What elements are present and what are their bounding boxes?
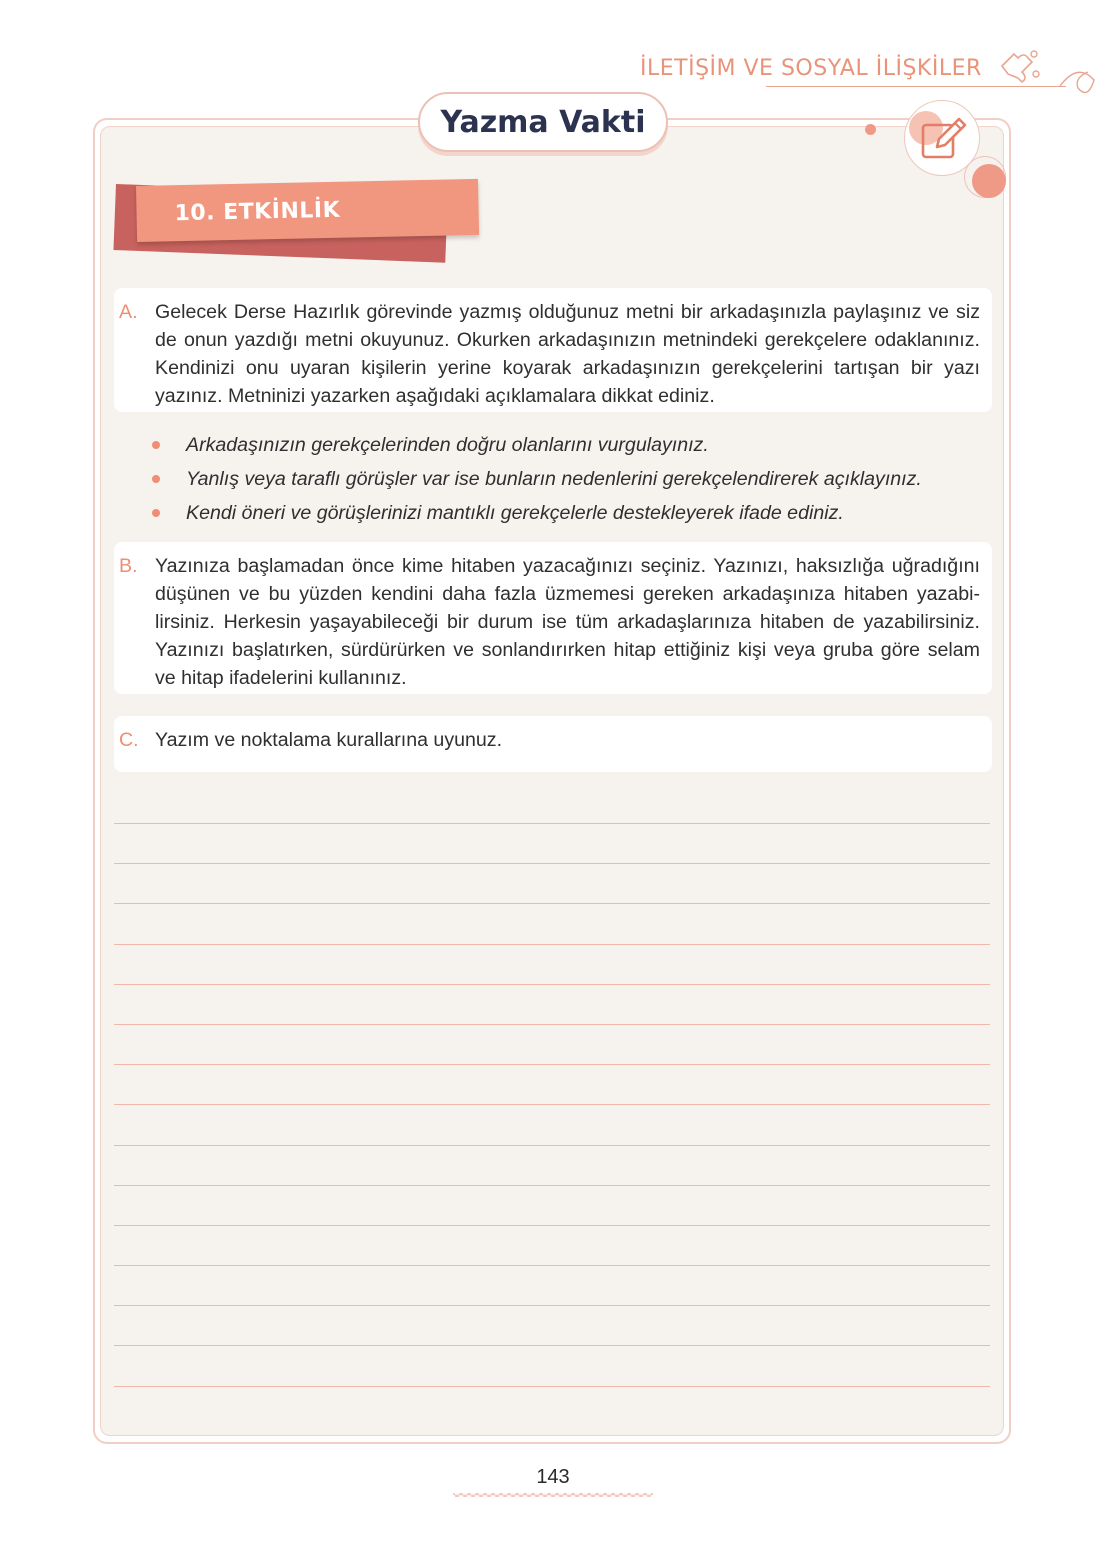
writing-line xyxy=(114,1064,990,1065)
writing-line xyxy=(114,944,990,945)
writing-line xyxy=(114,823,990,824)
writing-line xyxy=(114,1305,990,1306)
instruction-letter: C. xyxy=(119,729,139,751)
bullet-dot xyxy=(152,475,160,483)
writing-line xyxy=(114,984,990,985)
instruction-letter: A. xyxy=(119,301,138,323)
activity-label: 10. ETKİNLİK xyxy=(174,197,341,226)
writing-line xyxy=(114,903,990,904)
section-title: Yazma Vakti xyxy=(418,92,668,152)
instruction-text: Yazınıza başlamadan önce kime hitaben yazacağınızı seçiniz. Yazınızı, haksızlığa uğradığını düşünen ve bu yüzden kendini daha fazla üzmemesi gereken arkadaşınıza hitaben yazabilirsiniz. Herkesin yaşayabileceği bir durum ise tüm arkadaşlarınıza hitaben de yazabilirsiniz. Yazınızı başlatırken, sürdürürken ve sonlandırırken hitap ettiğiniz kişi veya gruba göre selam ve hitap ifadelerini kullanınız. xyxy=(155,555,980,689)
bullet-dot xyxy=(152,441,160,449)
decor-circle xyxy=(972,164,1006,198)
writing-line xyxy=(114,1104,990,1105)
list-item: Kendi öneri ve görüşlerinizi mantıklı gerekçelerle destekleyerek ifade ediniz. xyxy=(150,496,990,530)
bullet-dot xyxy=(152,509,160,517)
page-number: 143 xyxy=(536,1466,570,1488)
writing-line xyxy=(114,1185,990,1186)
list-item: Yanlış veya taraflı görüşler var ise bunların nedenlerini gerekçelendirerek açıklayınız. xyxy=(150,462,990,496)
writing-line xyxy=(114,1386,990,1387)
instruction-b xyxy=(114,542,992,694)
writing-area[interactable] xyxy=(114,823,990,1426)
pencil-edit-icon xyxy=(915,111,971,167)
writing-line xyxy=(114,863,990,864)
instruction-text: Yazım ve noktalama kurallarına uyunuz. xyxy=(155,729,503,751)
instruction-c xyxy=(114,716,992,772)
writing-line xyxy=(114,1145,990,1146)
guideline-list xyxy=(150,428,990,530)
writing-line xyxy=(114,1265,990,1266)
writing-line xyxy=(114,1225,990,1226)
instruction-letter: B. xyxy=(119,555,138,577)
chapter-title: İLETİŞİM VE SOSYAL İLİŞKİLER xyxy=(640,56,982,81)
curl-ornament xyxy=(1058,62,1098,106)
page-number-ornament xyxy=(453,1492,653,1498)
activity-banner xyxy=(136,179,479,242)
writing-line xyxy=(114,1024,990,1025)
list-item: Arkadaşınızın gerekçelerinden doğru olanlarını vurgulayınız. xyxy=(150,428,990,462)
puzzle-icon xyxy=(996,44,1048,88)
pencil-badge xyxy=(904,100,980,176)
writing-line xyxy=(114,1345,990,1346)
decor-dot xyxy=(865,124,876,135)
instruction-text: Gelecek Derse Hazırlık görevinde yazmış olduğunuz metni bir arkadaşınızla paylaşınız ve siz de onun yazdığı metni okuyunuz. Okurken arkadaşınızın metnindeki gerekçelere odaklanınız. Kendinizi onu uyaran kişilerin yerine koyarak arkadaşınızın gerekçelerini tartışan bir yazı yazınız. Metninizi yazarken aşağıdaki açıklamalara dikkat ediniz. xyxy=(155,301,980,407)
instruction-a xyxy=(114,288,992,412)
